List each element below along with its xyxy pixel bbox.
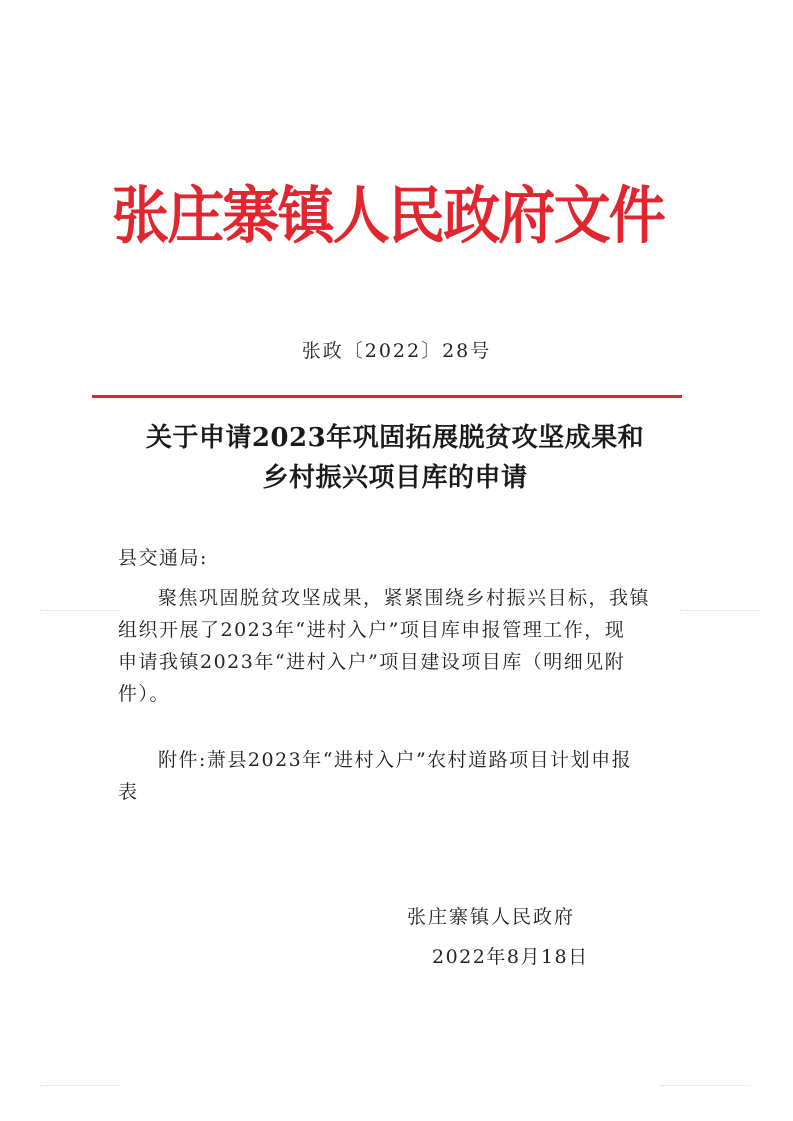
document-subject xyxy=(90,418,700,498)
red-separator-line xyxy=(92,395,682,398)
signature-date: 2022年8月18日 xyxy=(432,946,589,968)
subject-line-1: 关于申请2023年巩固拓展脱贫攻坚成果和 xyxy=(145,423,645,453)
body-paragraph xyxy=(118,582,678,710)
body-line-3: 申请我镇2023年“进村入户”项目建设项目库（明细见附 xyxy=(118,651,626,673)
scan-artifact xyxy=(680,610,760,612)
signature-issuer: 张庄寨镇人民政府 xyxy=(407,906,576,928)
attachment-line-1: 附件:萧县2023年“进村入户”农村道路项目计划申报 xyxy=(158,749,633,771)
attachment-note xyxy=(118,744,678,808)
scan-artifact xyxy=(660,1085,750,1087)
scan-artifact xyxy=(40,610,120,612)
attachment-line-2: 表 xyxy=(118,781,139,803)
issuer-header: 张庄寨镇人民政府文件 xyxy=(112,179,665,252)
body-line-1: 聚焦巩固脱贫攻坚成果，紧紧围绕乡村振兴目标，我镇 xyxy=(158,587,651,609)
addressee: 县交通局: xyxy=(118,547,208,569)
body-line-2: 组织开展了2023年“进村入户”项目库申报管理工作，现 xyxy=(118,619,626,641)
subject-line-2: 乡村振兴项目库的申请 xyxy=(262,463,528,493)
body-line-4: 件）。 xyxy=(118,683,171,705)
document-number: 张政〔2022〕28号 xyxy=(301,340,492,362)
scan-artifact xyxy=(40,1085,120,1087)
